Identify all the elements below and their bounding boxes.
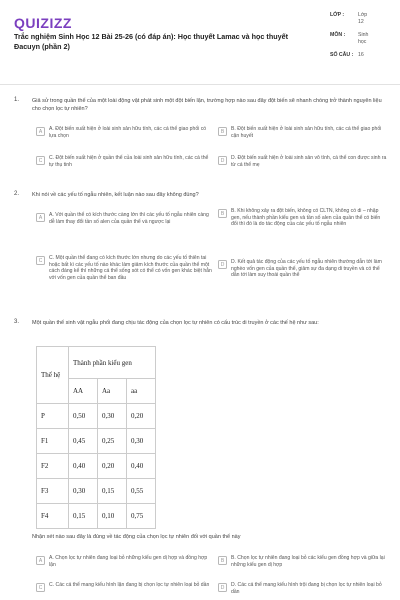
option-d[interactable] [218,582,388,595]
logo: QUIZIZZ [14,15,72,31]
question-number: 1. [14,97,20,103]
table-cell: F3 [37,479,69,504]
option-text: B. Khi không xảy ra đột biến, không có CLTN, không có di – nhập gen, nếu thành phần kiểu gen và tần số alen của quần thể có biến đổi thì đó là do tác động của các yếu tố ngẫu nhiên [231,208,381,228]
option-b[interactable] [218,555,388,568]
option-letter: B [218,556,227,565]
option-b[interactable] [218,208,388,228]
count-row [330,52,388,59]
option-text: C. Một quần thể đang có kích thước lớn nhưng do các yếu tố thiên tai hoặc bất kì các yếu tố nào khác làm giảm kích thước của quần thể một cách đáng kể thì những cá thể sống sót có thể có vốn gen khác biệt hẳn với vốn gen của quần thể ban đầu [49,255,212,282]
option-letter: A [36,213,45,222]
option-text: D. Các cá thể mang kiểu hình trội đang bị chọn lọc tự nhiên loại bỏ dần [231,582,382,595]
table-cell: F1 [37,429,69,454]
table-cell: 0,20 [98,454,127,479]
option-c[interactable] [36,582,212,592]
count-label: SỐ CÂU : [330,52,354,58]
table-cell: 0,40 [127,454,156,479]
option-a[interactable] [36,555,212,568]
option-d[interactable] [218,259,388,279]
option-text: C. Các cá thể mang kiểu hình lặn đang bị chọn lọc tự nhiên loại bỏ dần [49,582,210,588]
option-letter: A [36,556,45,565]
table-header-cell: Thế hệ [37,347,69,404]
table-cell: F2 [37,454,69,479]
table-header-row [37,347,156,379]
option-text: C. Đột biến xuất hiện ở quần thể của loài sinh sản hữu tính, các cá thể tự thụ tinh [49,155,209,168]
table-header-cell: aa [127,379,156,404]
option-letter: C [36,256,45,265]
question-3 [14,319,390,343]
question-text: Giả sử trong quần thể của một loài động vật phát sinh một đột biến lặn, trường hợp nào sau đây đột biến sẽ nhanh chóng trở thành nguyên liệu cho chọn lọc tự nhiên? [32,98,382,112]
option-letter: C [36,156,45,165]
table-cell: 0,45 [69,429,98,454]
option-text: D. Kết quả tác động của các yếu tố ngẫu nhiên thường dẫn tới làm nghèo vốn gen của quần thể, giảm sự đa dạng di truyền và có thể dẫn tới làm suy thoái quần thể [231,259,382,279]
subject-value: Sinh học [358,32,369,45]
table-cell: 0,40 [69,454,98,479]
table-cell: P [37,404,69,429]
option-a[interactable] [36,126,212,139]
table-row [37,429,156,454]
option-letter: B [218,127,227,136]
table-row [37,504,156,529]
genotype-table [36,346,156,529]
question-number: 3. [14,319,20,325]
table-cell: 0,20 [127,404,156,429]
question-prompt: Nhận xét nào sau đây là đúng về tác động của chọn lọc tự nhiên đối với quần thể này [32,534,241,540]
table-row [37,454,156,479]
option-a[interactable] [36,212,212,225]
table-header-cell: Aa [98,379,127,404]
table-cell: 0,55 [127,479,156,504]
table-header-cell: Thành phần kiểu gen [69,347,156,379]
table-cell: 0,30 [98,404,127,429]
option-d[interactable] [218,155,388,168]
header-divider [0,84,400,85]
question-number: 2. [14,191,20,197]
table-header-cell: AA [69,379,98,404]
subject-row [330,32,388,46]
subject-label: MÔN : [330,32,346,38]
option-text: A. Chọn lọc tự nhiên đang loại bỏ những kiểu gen dị hợp và đồng hợp lặn [49,555,208,568]
table-cell: 0,50 [69,404,98,429]
question-1 [14,97,390,177]
option-letter: D [218,156,227,165]
option-text: A. Với quần thể có kích thước càng lớn thì các yếu tố ngẫu nhiên càng dễ làm thay đổi tần số alen của quần thể và ngược lại [49,212,209,225]
question-text: Một quần thể sinh vật ngẫu phối đang chịu tác động của chọn lọc tự nhiên có cấu trúc di truyền ở các thế hệ như sau: [32,320,319,326]
table-cell: F4 [37,504,69,529]
table-cell: 0,15 [69,504,98,529]
option-letter: D [218,583,227,592]
option-letter: B [218,209,227,218]
option-text: B. Chọn lọc tự nhiên đang loại bỏ các kiểu gen đồng hợp và giữa lại những kiểu gen dị hợp [231,555,385,568]
class-value: Lớp 12 [358,12,368,25]
question-text: Khi nói về các yếu tố ngẫu nhiên, kết luận nào sau đây không đúng? [32,192,199,198]
table-row [37,479,156,504]
table-row [37,404,156,429]
worksheet-info [330,12,388,65]
option-text: A. Đột biến xuất hiện ở loài sinh sản hữu tính, các cá thể giao phối có lựa chọn [49,126,207,139]
page-title: Trắc nghiệm Sinh Học 12 Bài 25-26 (có đáp án): Học thuyết Lamac và học thuyết Đacuyn (phần 2) [14,32,288,51]
class-label: LỚP : [330,12,345,18]
option-letter: D [218,260,227,269]
table-cell: 0,75 [127,504,156,529]
table-cell: 0,30 [127,429,156,454]
table-cell: 0,10 [98,504,127,529]
table-cell: 0,30 [69,479,98,504]
option-b[interactable] [218,126,388,139]
option-c[interactable] [36,255,212,282]
option-c[interactable] [36,155,212,168]
question-2 [14,191,390,311]
count-value: 16 [358,52,364,58]
option-letter: C [36,583,45,592]
option-letter: A [36,127,45,136]
option-text: D. Đột biến xuất hiện ở loài sinh sản vô tính, cá thể con được sinh ra từ cá thể mẹ [231,155,387,168]
table-cell: 0,25 [98,429,127,454]
class-row [330,12,388,26]
table-cell: 0,15 [98,479,127,504]
question-3-answers [14,533,390,595]
option-text: B. Đột biến xuất hiện ở loài sinh sản hữu tính, các cá thể giao phối cận huyết [231,126,382,139]
